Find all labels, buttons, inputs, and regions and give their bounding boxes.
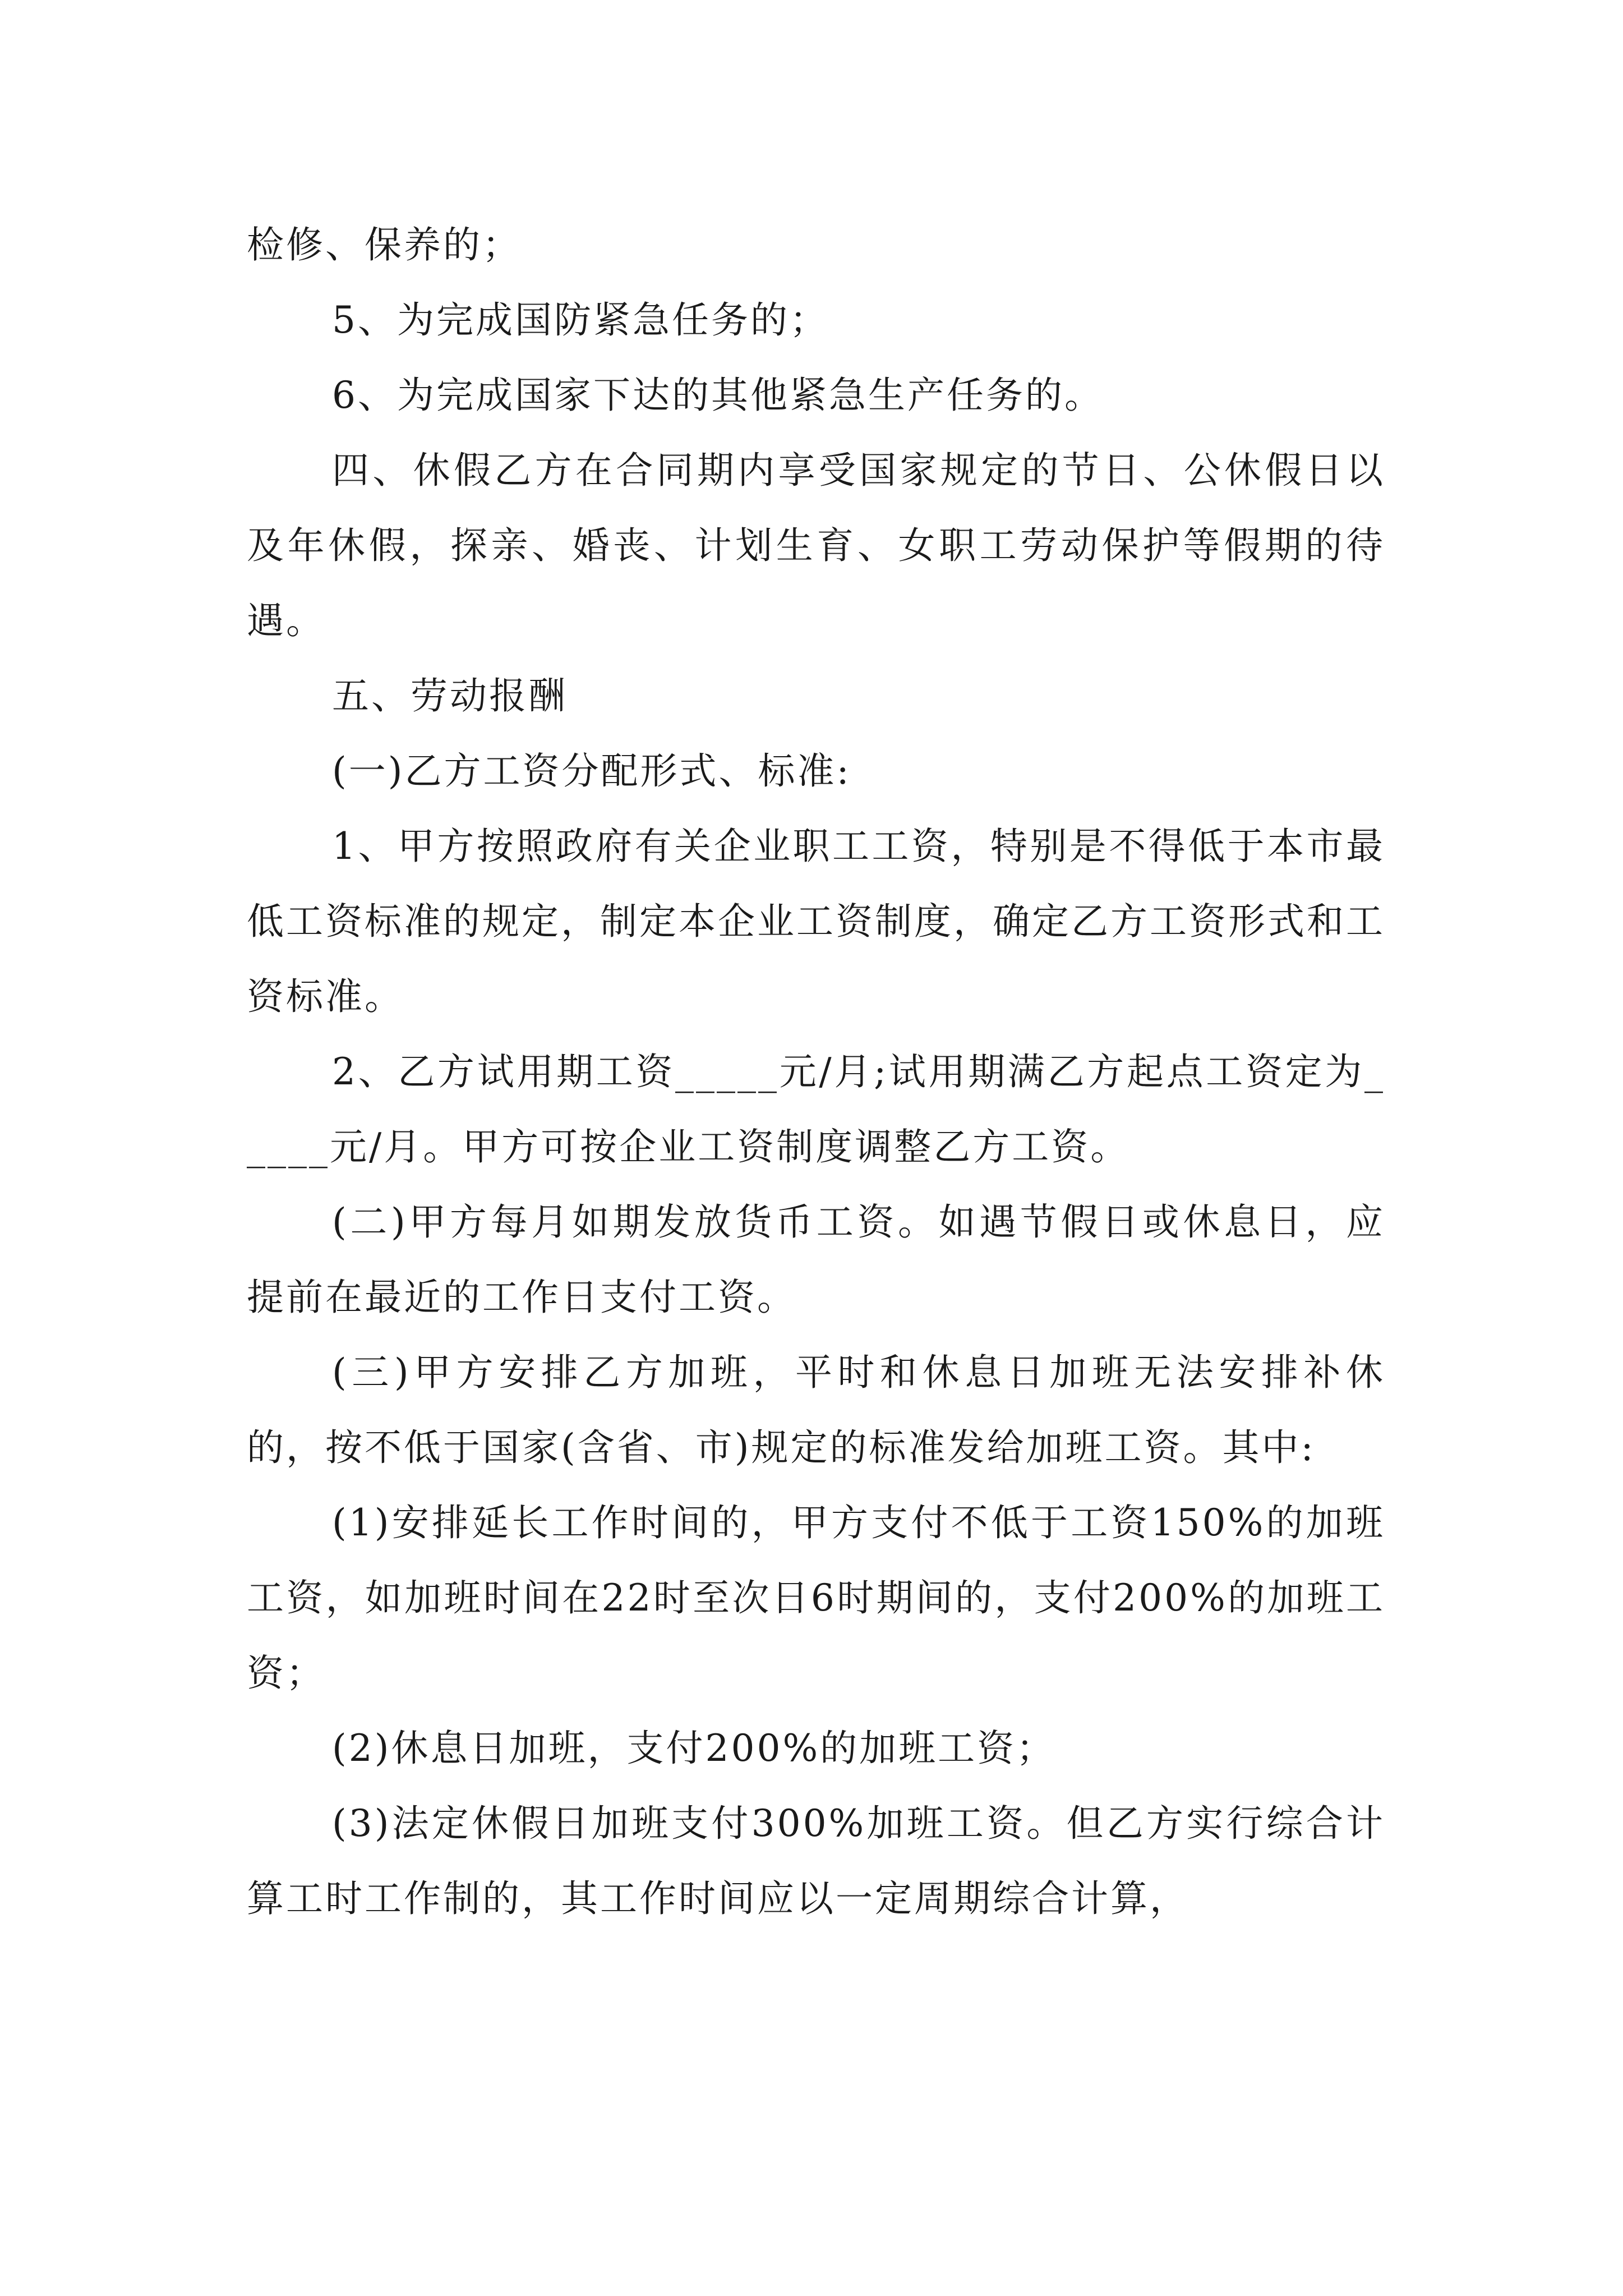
paragraph-wage-item-2: 2、乙方试用期工资_____元/月;试用期满乙方起点工资定为_____元/月。甲方可按企业工资制度调整乙方工资。 xyxy=(247,1050,1385,1168)
document-body xyxy=(247,208,1385,1936)
paragraph-wage-item-1: 1、甲方按照政府有关企业职工工资，特别是不得低于本市最低工资标准的规定，制定本企业工资制度，确定乙方工资形式和工资标准。 xyxy=(247,825,1385,1018)
paragraph-subsection-1: (一)乙方工资分配形式、标准: xyxy=(332,749,851,793)
paragraph-maintenance: 检修、保养的； xyxy=(247,223,522,266)
paragraph-overtime-2: (2)休息日加班，支付200%的加班工资； xyxy=(332,1727,1056,1770)
paragraph-section-5-heading: 五、劳动报酬 xyxy=(332,674,568,717)
paragraph-item-5: 5、为完成国防紧急任务的； xyxy=(332,298,829,342)
paragraph-subsection-3: (三)甲方安排乙方加班，平时和休息日加班无法安排补休的，按不低于国家(含省、市)规定的标准发给加班工资。其中: xyxy=(247,1351,1385,1469)
paragraph-overtime-3: (3)法定休假日加班支付300%加班工资。但乙方实行综合计算工时工作制的，其工作时间应以一定周期综合计算， xyxy=(247,1802,1385,1920)
paragraph-item-6: 6、为完成国家下达的其他紧急生产任务的。 xyxy=(332,374,1104,417)
paragraph-subsection-2: (二)甲方每月如期发放货币工资。如遇节假日或休息日，应提前在最近的工作日支付工资。 xyxy=(247,1200,1385,1319)
paragraph-overtime-1: (1)安排延长工作时间的，甲方支付不低于工资150%的加班工资，如加班时间在22时至次日6时期间的，支付200%的加班工资； xyxy=(247,1501,1385,1695)
paragraph-section-4-leave: 四、休假乙方在合同期内享受国家规定的节日、公休假日以及年休假，探亲、婚丧、计划生育、女职工劳动保护等假期的待遇。 xyxy=(247,449,1385,642)
